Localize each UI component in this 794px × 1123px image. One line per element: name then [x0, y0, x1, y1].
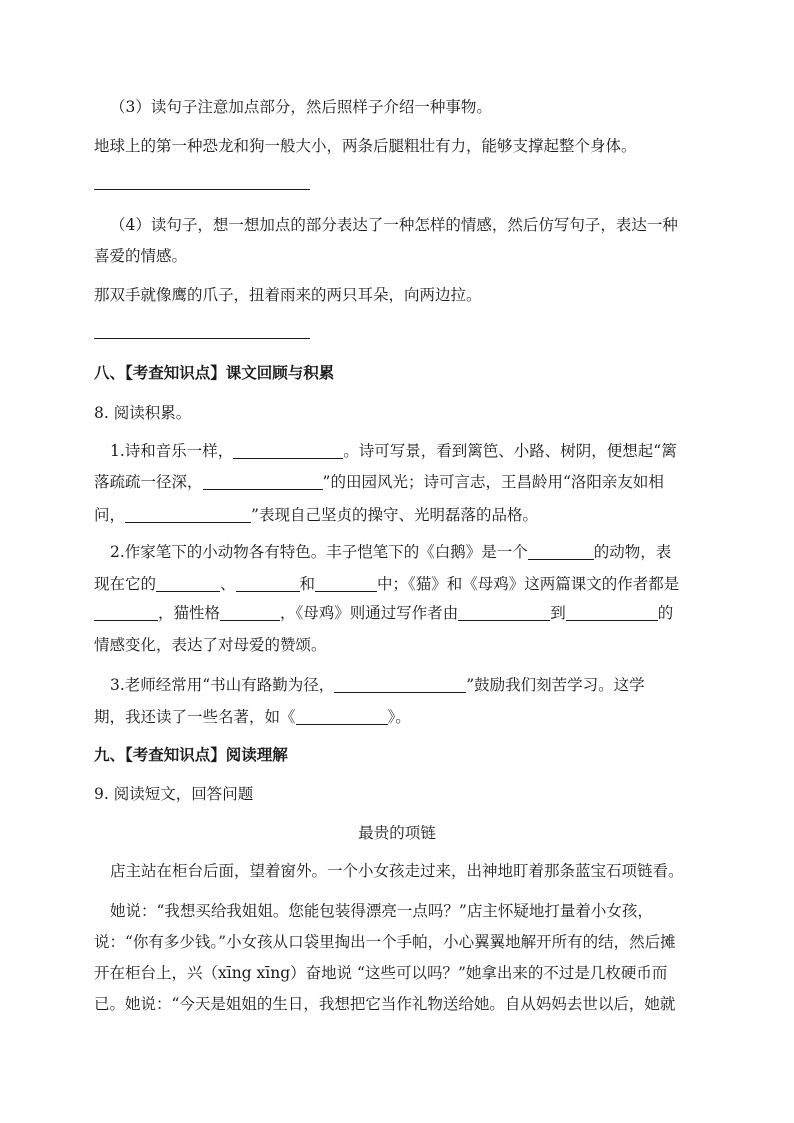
- q8-item2-line1: [110, 542, 730, 562]
- q8-blank-12[interactable]: [334, 676, 466, 693]
- q8-item2-text-f: 中；《猫》和《母鸡》这两篇课文的作者都是: [377, 575, 680, 593]
- q8-item1-text-d: ”的田园风光；诗可言志，王昌龄用“洛阳亲友如相: [322, 473, 664, 491]
- q8-item3-text-a: 3.老师经常用“书山有路勤为径，: [110, 676, 335, 694]
- q8-item2-text-e: 和: [299, 575, 316, 593]
- passage-paragraph-2-line2: 说：“你有多少钱。”小女孩从口袋里掏出一个手帕，小心翼翼地解开所有的结，然后摊: [94, 933, 676, 951]
- q8-item1-text-b: 。诗可写景，看到篱笆、小路、树阴，便想起“篱: [343, 442, 677, 460]
- passage-paragraph-1: 店主站在柜台后面，望着窗外。一个小女孩走过来，出神地盯着那条蓝宝石项链看。: [110, 862, 684, 880]
- q8-item2-text-h: ，《母鸡》则通过写作者由: [280, 604, 459, 622]
- q8-item1-text-e: 问，: [94, 506, 126, 524]
- q8-item2-text-c: 现在它的: [94, 575, 157, 593]
- q8-item2-text-a: 2.作家笔下的小动物各有特色。丰子恺笔下的《白鹅》是一个: [110, 543, 528, 561]
- q8-item1-text-f: ”表现自己坚贞的操守、光明磊落的品格。: [251, 506, 538, 524]
- q4-answer-line[interactable]: [94, 338, 310, 339]
- passage-paragraph-2-line3: 开在柜台上，兴（xīng xīng）奋地说 “这些可以吗？”她拿出来的不过是几枚硬币而: [94, 964, 668, 982]
- q8-blank-6[interactable]: [236, 575, 300, 592]
- q8-item1-line1: [110, 441, 730, 461]
- q8-blank-9[interactable]: [220, 604, 280, 621]
- q3-answer-line[interactable]: [94, 189, 310, 190]
- q8-item2-text-d: 、: [220, 575, 236, 593]
- q8-item2-line3: [94, 603, 714, 623]
- q8-blank-4[interactable]: [528, 543, 594, 560]
- q8-item1-text-a: 1.诗和音乐一样，: [110, 442, 234, 460]
- q8-item2-line4: 情感变化，表达了对母爱的赞颂。: [94, 636, 327, 654]
- q3-prompt: （3）读句子注意加点部分，然后照样子介绍一种事物。: [110, 98, 492, 116]
- q8-blank-13[interactable]: [296, 708, 388, 725]
- q8-blank-11[interactable]: [566, 604, 658, 621]
- q8-item1-line3: [94, 505, 714, 525]
- q4-sentence: 那双手就像鹰的爪子，扭着雨来的两只耳朵，向两边拉。: [94, 286, 482, 304]
- q8-blank-5[interactable]: [156, 575, 220, 592]
- q8-item1-line2: [94, 472, 714, 492]
- q8-blank-10[interactable]: [458, 604, 550, 621]
- q8-item2-line2: [94, 574, 714, 594]
- q8-item2-text-i: 到: [550, 604, 566, 622]
- section9-heading: 九、【考查知识点】阅读理解: [94, 745, 288, 764]
- q8-blank-7[interactable]: [315, 575, 377, 592]
- q8-item3-text-d: 》。: [387, 708, 411, 726]
- q8-blank-8[interactable]: [94, 604, 158, 621]
- passage-title: 最贵的项链: [358, 824, 436, 842]
- q8-item1-text-c: 落疏疏一径深，: [94, 473, 203, 491]
- q8-item3-text-b: ”鼓励我们刻苦学习。这学: [466, 676, 645, 694]
- q8-blank-3[interactable]: [125, 506, 251, 523]
- question-8: 8. 阅读积累。: [94, 404, 192, 422]
- q4-prompt-line1: （4）读句子，想一想加点的部分表达了一种怎样的情感，然后仿写句子，表达一种: [110, 216, 678, 234]
- q8-item3-text-c: 期，我还读了一些名著，如《: [94, 708, 296, 726]
- q8-item2-text-g: ，猫性格: [158, 604, 221, 622]
- q8-item3-line1: [110, 675, 730, 695]
- q8-blank-2[interactable]: [203, 473, 323, 490]
- section8-heading: 八、【考查知识点】课文回顾与积累: [94, 363, 335, 382]
- question-9: 9. 阅读短文，回答问题: [94, 785, 254, 803]
- q8-blank-1[interactable]: [233, 442, 343, 459]
- q8-item2-text-b: 的动物，表: [593, 543, 672, 561]
- q8-item2-text-j: 的: [657, 604, 674, 622]
- q4-prompt-line2: 喜爱的情感。: [94, 247, 188, 265]
- q8-item3-line2: [94, 707, 714, 727]
- passage-paragraph-2-line1: 她说：“我想买给我姐姐。您能包装得漂亮一点吗？”店主怀疑地打量着小女孩，: [110, 902, 653, 920]
- passage-paragraph-2-line4: 已。她说：“今天是姐姐的生日，我想把它当作礼物送给她。自从妈妈去世以后，她就: [94, 995, 676, 1013]
- q3-sentence: 地球上的第一种恐龙和狗一般大小，两条后腿粗壮有力，能够支撑起整个身体。: [94, 137, 637, 155]
